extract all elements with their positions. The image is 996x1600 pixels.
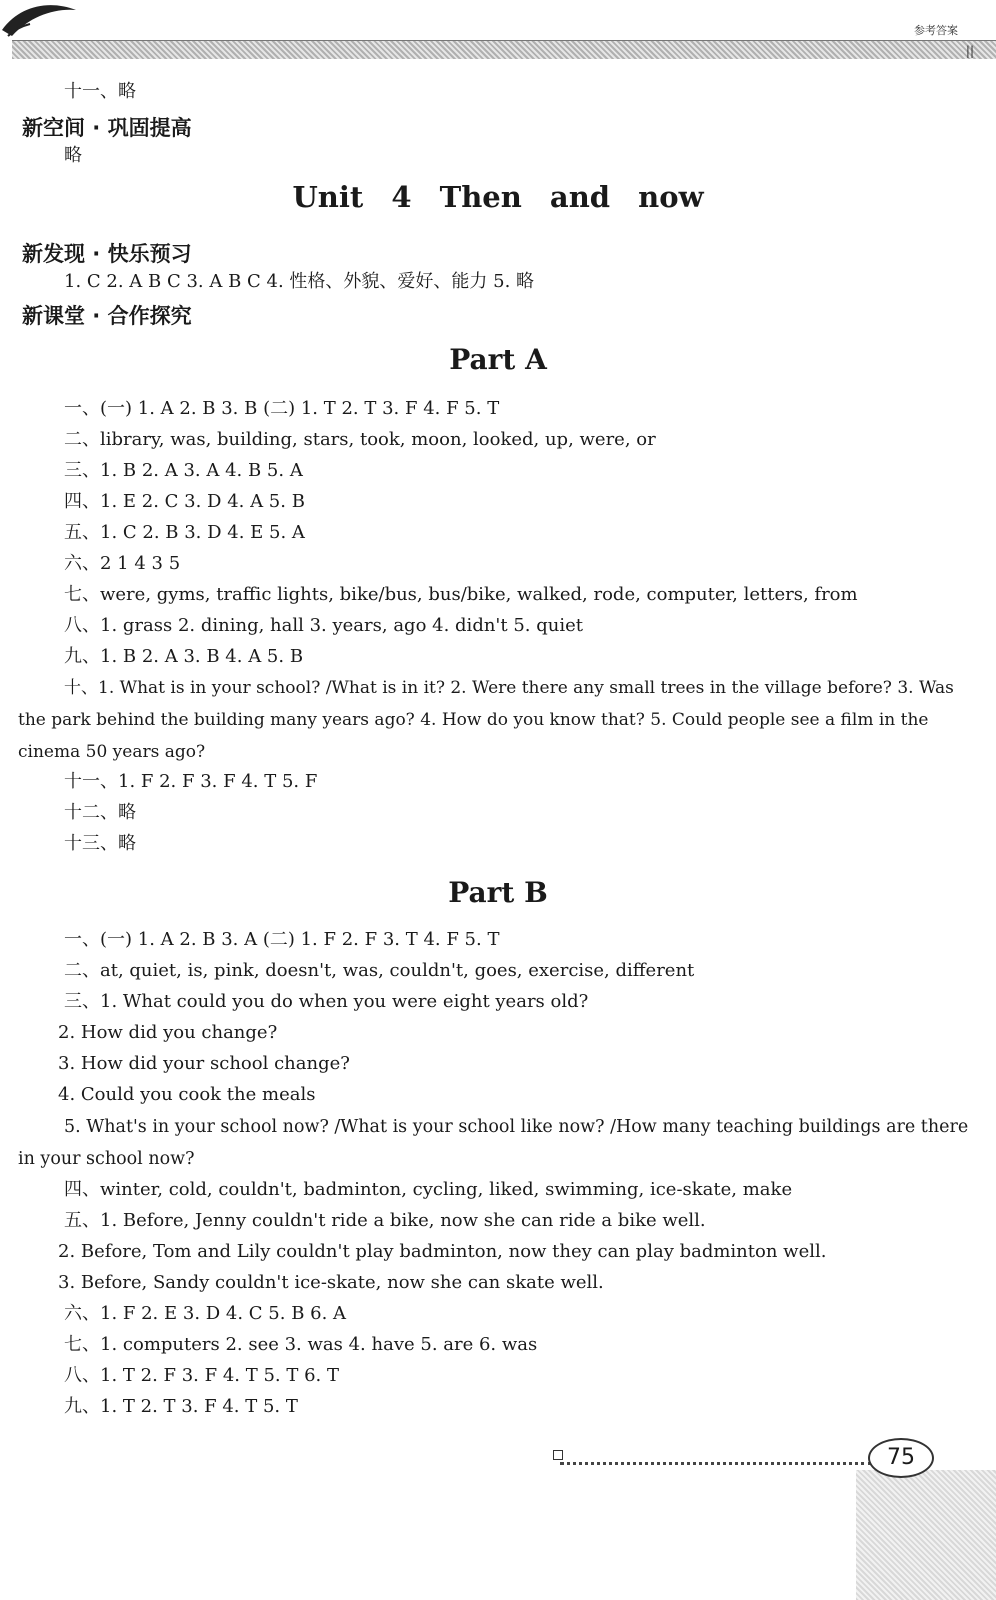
- part-b-line: 九、1. T 2. T 3. F 4. T 5. T: [64, 1396, 298, 1417]
- part-a-line: 八、1. grass 2. dining, hall 3. years, ago 4. didn't 5. quiet: [64, 615, 583, 636]
- header-tick: ||: [965, 44, 974, 58]
- section-classroom: 新课堂 · 合作探究: [22, 304, 192, 328]
- part-b-line-5: 5. What's in your school now? /What is your school like now? /How many teaching buildings are there in your school now?: [18, 1117, 969, 1169]
- part-a-line-10: 十、1. What is in your school? /What is in it? 2. Were there any small trees in the village before? 3. Was the park behind the building many years ago? 4. How do you know that? 5. Could people see a film in the cinema 50 years ago?: [18, 678, 954, 762]
- part-a-line: 一、(一) 1. A 2. B 3. B (二) 1. T 2. T 3. F 4. F 5. T: [64, 398, 500, 419]
- part-a-line: 六、2 1 4 3 5: [64, 553, 181, 574]
- part-b-line: 2. Before, Tom and Lily couldn't play badminton, now they can play badminton well.: [58, 1241, 827, 1262]
- part-a-line: 三、1. B 2. A 3. A 4. B 5. A: [64, 460, 303, 481]
- part-b-line: 六、1. F 2. E 3. D 4. C 5. B 6. A: [64, 1303, 347, 1324]
- part-a-line: 二、library, was, building, stars, took, moon, looked, up, were, or: [64, 429, 656, 450]
- answer-line-11-top: 十一、略: [64, 81, 136, 102]
- header-label: 参考答案: [914, 24, 958, 37]
- unit-title: Unit 4 Then and now: [292, 180, 704, 214]
- page-number: 75: [868, 1438, 934, 1478]
- part-b-line: 3. How did your school change?: [58, 1053, 350, 1074]
- part-b-line: 3. Before, Sandy couldn't ice-skate, now she can skate well.: [58, 1272, 604, 1293]
- discover-answers: 1. C 2. A B C 3. A B C 4. 性格、外貌、爱好、能力 5. 略: [64, 271, 535, 292]
- part-b-line: 4. Could you cook the meals: [58, 1084, 316, 1105]
- part-b-line: 三、1. What could you do when you were eight years old?: [64, 991, 589, 1012]
- corner-texture: [856, 1470, 996, 1600]
- header-bar: [12, 40, 996, 59]
- part-b-line: 五、1. Before, Jenny couldn't ride a bike, now she can ride a bike well.: [64, 1210, 706, 1231]
- part-b-line: 八、1. T 2. F 3. F 4. T 5. T 6. T: [64, 1365, 339, 1386]
- part-a-line-11: 十一、1. F 2. F 3. F 4. T 5. F: [64, 771, 318, 792]
- part-b-line: 七、1. computers 2. see 3. was 4. have 5. are 6. was: [64, 1334, 538, 1355]
- section-new-space: 新空间 · 巩固提高: [22, 116, 192, 140]
- part-a-line: 九、1. B 2. A 3. B 4. A 5. B: [64, 646, 304, 667]
- part-a-line-12: 十二、略: [64, 802, 136, 823]
- part-a-line: 七、were, gyms, traffic lights, bike/bus, bus/bike, walked, rode, computer, letters, from: [64, 584, 858, 605]
- part-a-line-13: 十三、略: [64, 833, 136, 854]
- part-a-title: Part A: [449, 343, 547, 376]
- part-b-title: Part B: [448, 876, 548, 909]
- answer-line-omit: 略: [64, 145, 82, 166]
- header-swoosh-logo: [0, 0, 80, 40]
- part-b-line: 二、at, quiet, is, pink, doesn't, was, couldn't, goes, exercise, different: [64, 960, 695, 981]
- footer-dotted-rule: [560, 1452, 872, 1465]
- part-a-line: 五、1. C 2. B 3. D 4. E 5. A: [64, 522, 305, 543]
- part-b-line: 2. How did you change?: [58, 1022, 278, 1043]
- part-b-line: 四、winter, cold, couldn't, badminton, cycling, liked, swimming, ice-skate, make: [64, 1179, 793, 1200]
- part-a-line: 四、1. E 2. C 3. D 4. A 5. B: [64, 491, 305, 512]
- part-b-line: 一、(一) 1. A 2. B 3. A (二) 1. F 2. F 3. T 4. F 5. T: [64, 929, 500, 950]
- section-discover: 新发现 · 快乐预习: [22, 242, 192, 266]
